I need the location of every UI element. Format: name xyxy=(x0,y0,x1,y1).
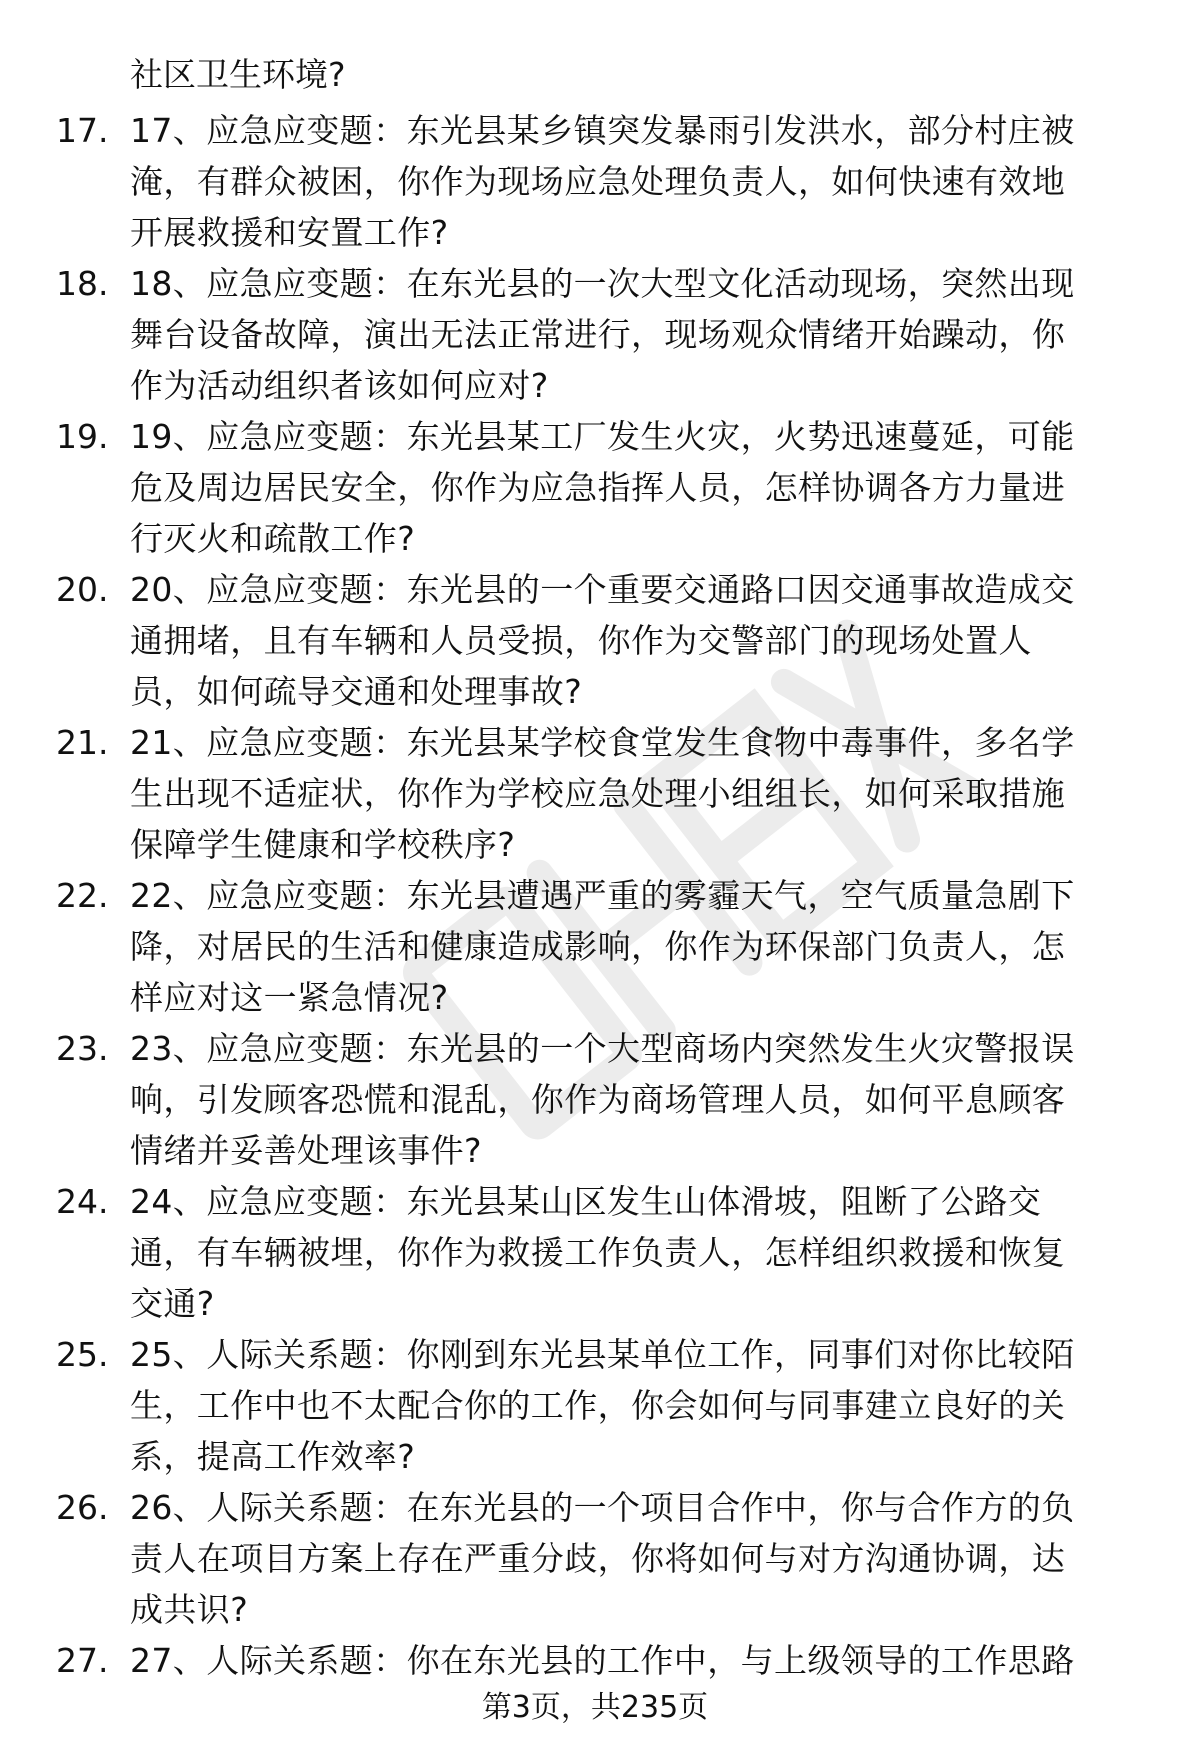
item-text-line: 19、应急应变题：东光县某工厂发生火灾，火势迅速蔓延，可能 xyxy=(130,417,1075,456)
list-item xyxy=(0,1635,1190,1695)
item-text-line: 生，工作中也不太配合你的工作，你会如何与同事建立良好的关 xyxy=(130,1386,1066,1425)
list-item xyxy=(0,1329,1190,1482)
item-number: 25. xyxy=(56,1335,109,1374)
item-text-line: 18、应急应变题：在东光县的一次大型文化活动现场，突然出现 xyxy=(130,264,1075,303)
item-text-line: 22、应急应变题：东光县遭遇严重的雾霾天气，空气质量急剧下 xyxy=(130,876,1075,915)
list-item xyxy=(0,411,1190,564)
item-text-line: 行灭火和疏散工作? xyxy=(130,519,416,558)
item-text-line: 23、应急应变题：东光县的一个大型商场内突然发生火灾警报误 xyxy=(130,1029,1075,1068)
item-text-line: 保障学生健康和学校秩序? xyxy=(130,825,516,864)
item-text-line: 责人在项目方案上存在严重分歧，你将如何与对方沟通协调，达 xyxy=(130,1539,1066,1578)
item-text-line: 降，对居民的生活和健康造成影响，你作为环保部门负责人，怎 xyxy=(130,927,1066,966)
item-text xyxy=(130,564,1160,717)
item-text-line: 通，有车辆被埋，你作为救援工作负责人，怎样组织救援和恢复 xyxy=(130,1233,1066,1272)
item-text-line: 系，提高工作效率? xyxy=(130,1437,416,1476)
item-text xyxy=(130,411,1160,564)
item-text xyxy=(130,1329,1160,1482)
item-text-line: 20、应急应变题：东光县的一个重要交通路口因交通事故造成交 xyxy=(130,570,1075,609)
item-number: 26. xyxy=(56,1488,109,1527)
item-number: 23. xyxy=(56,1029,109,1068)
item-text xyxy=(130,870,1160,1023)
item-number: 21. xyxy=(56,723,109,762)
item-text-line: 员，如何疏导交通和处理事故? xyxy=(130,672,583,711)
question-list xyxy=(0,105,1190,1695)
item-number: 22. xyxy=(56,876,109,915)
item-number: 19. xyxy=(56,417,109,456)
item-text xyxy=(130,258,1160,411)
item-text-line: 响，引发顾客恐慌和混乱，你作为商场管理人员，如何平息顾客 xyxy=(130,1080,1066,1119)
item-text-line: 作为活动组织者该如何应对? xyxy=(130,366,549,405)
item-text xyxy=(130,1482,1160,1635)
item-number: 18. xyxy=(56,264,109,303)
item-number: 17. xyxy=(56,111,109,150)
item-text-line: 24、应急应变题：东光县某山区发生山体滑坡，阻断了公路交 xyxy=(130,1182,1042,1221)
item-text xyxy=(130,105,1160,258)
item-text-line: 情绪并妥善处理该事件? xyxy=(130,1131,482,1170)
item-text xyxy=(130,717,1160,870)
list-item xyxy=(0,564,1190,717)
item-text-line: 危及周边居民安全，你作为应急指挥人员，怎样协调各方力量进 xyxy=(130,468,1066,507)
list-item xyxy=(0,1482,1190,1635)
item-number: 24. xyxy=(56,1182,109,1221)
list-item xyxy=(0,1023,1190,1176)
page-footer: 第3页，共235页 xyxy=(481,1690,709,1725)
item-text-line: 25、人际关系题：你刚到东光县某单位工作，同事们对你比较陌 xyxy=(130,1335,1075,1374)
list-item xyxy=(0,258,1190,411)
item-text-line: 开展救援和安置工作? xyxy=(130,213,449,252)
item-text xyxy=(130,1023,1160,1176)
list-item xyxy=(0,717,1190,870)
item-text-line: 舞台设备故障，演出无法正常进行，现场观众情绪开始躁动，你 xyxy=(130,315,1066,354)
item-text-line: 生出现不适症状，你作为学校应急处理小组组长，如何采取措施 xyxy=(130,774,1066,813)
item-text-line: 27、人际关系题：你在东光县的工作中，与上级领导的工作思路 xyxy=(130,1641,1075,1680)
item-text-line: 通拥堵，且有车辆和人员受损，你作为交警部门的现场处置人 xyxy=(130,621,1032,660)
continuation-line: 社区卫生环境? xyxy=(130,55,346,94)
item-text-line: 17、应急应变题：东光县某乡镇突发暴雨引发洪水，部分村庄被 xyxy=(130,111,1075,150)
item-text-line: 交通? xyxy=(130,1284,215,1323)
item-text-line: 21、应急应变题：东光县某学校食堂发生食物中毒事件，多名学 xyxy=(130,723,1075,762)
item-text xyxy=(130,1176,1160,1329)
list-item xyxy=(0,1176,1190,1329)
list-item xyxy=(0,870,1190,1023)
item-text-line: 26、人际关系题：在东光县的一个项目合作中，你与合作方的负 xyxy=(130,1488,1075,1527)
item-number: 20. xyxy=(56,570,109,609)
item-text-line: 成共识? xyxy=(130,1590,249,1629)
item-text-line: 样应对这一紧急情况? xyxy=(130,978,449,1017)
item-text-line: 淹，有群众被困，你作为现场应急处理负责人，如何快速有效地 xyxy=(130,162,1066,201)
item-text xyxy=(130,1635,1160,1686)
item-number: 27. xyxy=(56,1641,109,1680)
list-item xyxy=(0,105,1190,258)
